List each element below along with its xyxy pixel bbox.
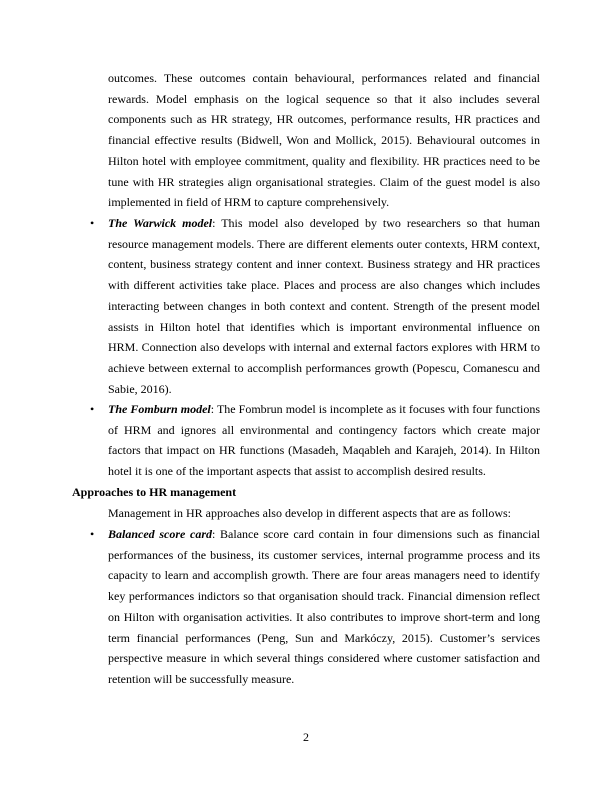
continuation-paragraph: outcomes. These outcomes contain behavioural, performances related and financial rewards. Model emphasis on the logical sequence so that it also includes several components such as HR strategy, HR outcomes, performance results, HR practices and financial effective results (Bidwell, Won and Mollick, 2015). Behavioural outcomes in Hilton hotel with employee commitment, quality and flexibility. HR practices need to be tune with HR strategies align organisational strategies. Claim of the guest model is also implemented in field of HRM to capture comprehensively. [108,71,540,210]
balanced-score-card-text [108,524,540,690]
approaches-intro: Management in HR approaches also develop in different aspects that are as follows: [108,506,511,520]
warwick-model-description: : This model also developed by two researchers so that human resource management models. There are different elements outer contexts, HRM context, content, business strategy content and inner context. Business strategy and HR practices with different activities take place. Places and process are also changes which includes interacting between changes in both context and content. Strength of the present model assists in Hilton hotel that identifies which is important environmental influence on HRM. Connection also develops with internal and external factors explores with HRM to achieve between external to accomplish performances growth (Popescu, Comanescu and Sabie, 2016). [108,216,540,396]
bullet-icon: • [90,402,95,416]
bullet-icon: • [90,527,95,541]
section-heading: Approaches to HR management [72,485,237,499]
bullet-icon: • [90,216,95,230]
fomburn-model-term: The Fomburn model [108,402,211,416]
fomburn-model-text [108,399,540,482]
balanced-score-card-term: Balanced score card [108,527,213,541]
page-number: 2 [303,730,309,744]
warwick-model-item [90,213,540,399]
balanced-score-card-item [90,524,540,690]
balanced-score-card-description: : Balance score card contain in four dimensions such as financial performances of the business, its customer services, internal programme process and its capacity to learn and accomplish growth. There are four areas managers need to identify key performances indictors so that organisation should track. Financial dimension reflect on Hilton with organisation activities. It also contributes to improve short-term and long term financial performances (Peng, Sun and Markóczy, 2015). Customer’s services perspective measure in which several things considered where customer satisfaction and retention will be successfully measure. [108,527,540,686]
warwick-model-text [108,213,540,399]
warwick-model-term: The Warwick model [108,216,213,230]
fomburn-model-description: : The Fombrun model is incomplete as it focuses with four functions of HRM and ignores all environmental and contingency factors which create major factors that impact on HR functions (Masadeh, Maqableh and Karajeh, 2014). In Hilton hotel it is one of the important aspects that assist to accomplish desired results. [108,402,540,479]
fomburn-model-item [90,399,540,482]
